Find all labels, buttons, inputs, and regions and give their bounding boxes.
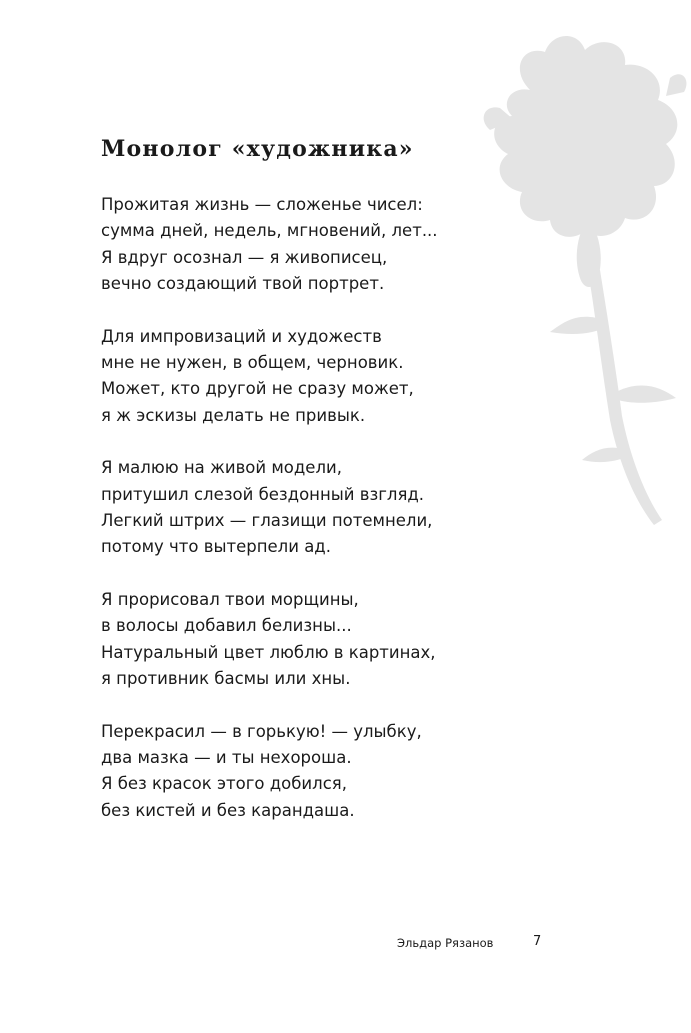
poem-line: Прожитая жизнь — сложенье чисел:	[101, 195, 423, 214]
poem-line: Я прорисовал твои морщины,	[101, 589, 359, 609]
poem-line: Я малюю на живой модели,	[101, 458, 342, 478]
poem-line: в волосы добавил белизны...	[101, 616, 352, 636]
poem-body	[101, 192, 521, 850]
poem-title: Монолог «художника»	[101, 136, 414, 162]
poem-line: я противник басмы или хны.	[101, 669, 351, 689]
poem-line: сумма дней, недель, мгновений, лет...	[101, 221, 438, 241]
page-number: 7	[533, 934, 542, 949]
footer-author: Эльдар Рязанов	[397, 936, 494, 950]
stanza-4	[101, 587, 521, 693]
stanza-3	[101, 455, 521, 561]
poem-line: Для импровизаций и художеств	[101, 326, 382, 346]
poem-line: Легкий штрих — глазищи потемнели,	[101, 511, 433, 531]
stanza-5	[101, 719, 521, 825]
stanza-1	[101, 192, 521, 298]
poem-line: Может, кто другой не сразу может,	[101, 379, 414, 399]
stanza-2	[101, 324, 521, 430]
poem-line: потому что вытерпели ад.	[101, 537, 331, 557]
poem-line: вечно создающий твой портрет.	[101, 274, 385, 294]
poem-line: два мазка — и ты нехороша.	[101, 747, 352, 767]
poem-line: Я без красок этого добился,	[101, 774, 347, 794]
poem-line: я ж эскизы делать не привык.	[101, 405, 366, 425]
poem-line: без кистей и без карандаша.	[101, 800, 355, 820]
poem-line: мне не нужен, в общем, черновик.	[101, 353, 404, 373]
poem-line: Я вдруг осознал — я живописец,	[101, 247, 388, 267]
poem-line: притушил слезой бездонный взгляд.	[101, 484, 425, 504]
poem-line: Натуральный цвет люблю в картинах,	[101, 642, 436, 662]
poem-line: Перекрасил — в горькую! — улыбку,	[101, 721, 422, 741]
